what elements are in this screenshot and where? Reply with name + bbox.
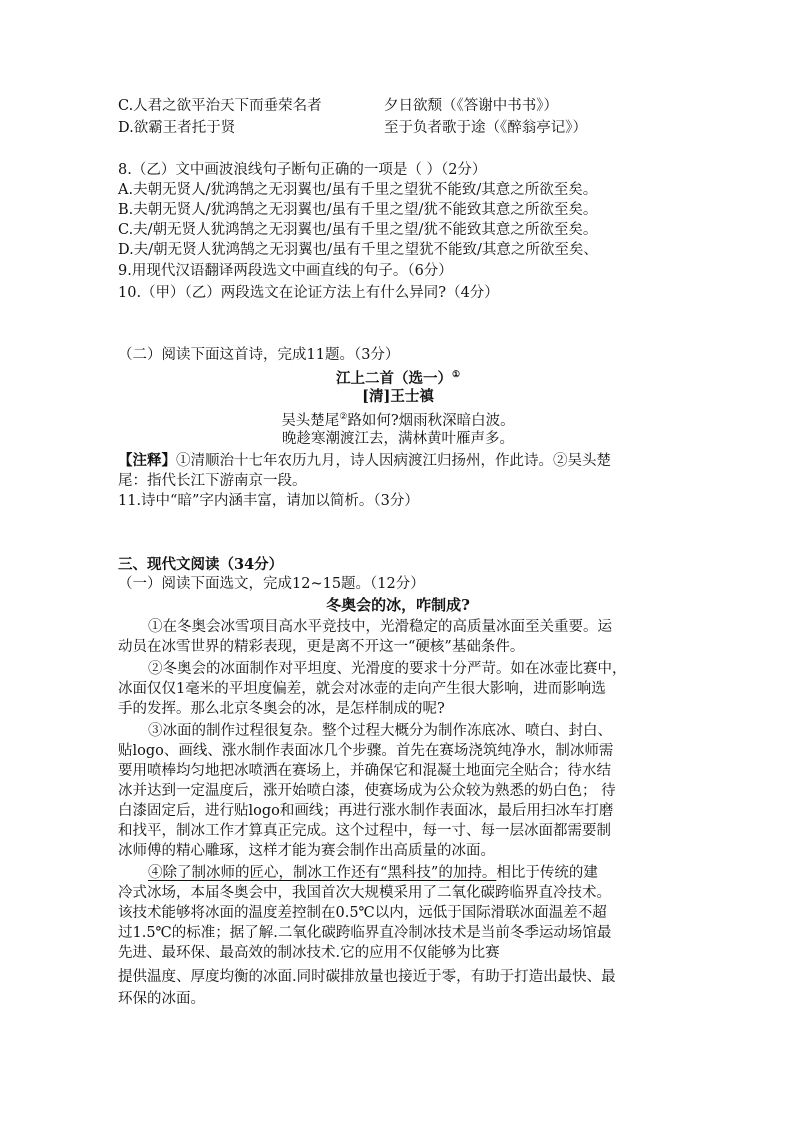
poem-note-line-2: 尾：指代长江下游南京一段。: [118, 473, 307, 489]
poem-author: [清]王士禛: [362, 388, 434, 405]
article-line: 冷式冰场，本届冬奥会中，我国首次大规模采用了二氧化碳跨临界直冷技术。: [118, 885, 611, 901]
article-line: 该技术能够将冰面的温度差控制在0.5℃以内，远低于国际滑联冰面温差不超: [118, 905, 607, 921]
poem-note-label: 【注释】: [118, 452, 176, 469]
article-title: 冬奥会的冰，咋制成?: [326, 596, 470, 614]
article-line: 先进、最环保、最高效的制冰技术.它的应用不仅能够为比赛: [118, 945, 500, 961]
poem-line-1: [118, 407, 678, 431]
q11-text: 11.诗中“暗”字内涵丰富，请加以简析。（3分）: [118, 493, 419, 509]
q8-option-d: D.夫/朝无贤人犹鸿鹄之无羽翼也/虽有千里之望犹不能致/其意之所欲至矣、: [118, 242, 598, 258]
section3-intro: （一）阅读下面选文，完成12~15题。（12分）: [118, 576, 425, 592]
poem-title-note: ①: [451, 370, 461, 380]
article-line: 和找平，制冰工作才算真正完成。这个过程中，每一寸、每一层冰面都需要制: [118, 823, 611, 839]
section3-heading: 三、现代文阅读（34分）: [118, 556, 284, 573]
article-line: 环保的冰面。: [118, 991, 205, 1007]
poem-note-text-1: ①清顺治十七年农历九月，诗人因病渡江归扬州，作此诗。②吴头楚: [176, 453, 611, 469]
paragraph-4-rest: 相比于传统的建: [496, 865, 598, 881]
q7-option-d: [118, 118, 698, 138]
article-line: 冰并达到一定温度后，涨开始喷白漆，使赛场成为公众较为熟悉的奶白色； 待: [118, 783, 616, 799]
poem-line-2: 晚趁寒潮渡江去，满林黄叶雁声多。: [282, 431, 514, 447]
q7-option-d-left: D.欲霸王者托于贤: [118, 120, 236, 136]
article-line: 贴logo、画线、涨水制作表面冰几个步骤。首先在赛场浇筑纯净水，制冰师需: [118, 743, 614, 759]
poem-title-text: 江上二首（选一）: [335, 369, 452, 387]
poem-line-1-note: ②: [339, 412, 348, 422]
q7-option-c: [118, 96, 698, 116]
article-line: 冰师傅的精心雕琢，这样才能为赛会制作出高质量的冰面。: [118, 843, 495, 859]
article-line: ②冬奥会的冰面制作对平坦度、光滑度的要求十分严苛。如在冰壶比赛中，: [148, 661, 627, 677]
article-line: 冰面仅仅1毫米的平坦度偏差，就会对冰壶的走向产生很大影响，进而影响选: [118, 681, 606, 697]
q7-option-c-right: 夕日欲颓（《答谢中书书》）: [384, 98, 558, 114]
poem-line-1-a: 吴头楚尾: [281, 412, 340, 429]
article-paragraph-4-first-line: [148, 863, 728, 883]
article-line: 白漆固定后，进行贴logo和画线；再进行涨水制作表面冰，最后用扫冰车打磨: [118, 803, 614, 819]
article-line: 提供温度、厚度均衡的冰面.同时碳排放量也接近于零，有助于打造出最快、最: [118, 969, 616, 985]
article-line: 动员在冰雪世界的精彩表现，更是离不开这一“硬核”基础条件。: [118, 639, 525, 655]
poem-notes: [118, 451, 698, 471]
q10-text: 10.（甲）（乙）两段选文在论证方法上有什么异同?（4分）: [118, 285, 499, 301]
q8-stem: 8.（乙）文中画波浪线句子断句正确的一项是（ ）（2分）: [118, 162, 487, 178]
article-line: 过1.5℃的标准；据了解.二氧化碳跨临界直冷制冰技术是当前冬季运动场馆最: [118, 925, 612, 941]
q7-option-c-left: C.人君之欲平治天下而垂荣名者: [118, 98, 322, 114]
q8-option-a: A.夫朝无贤人/犹鸿鹄之无羽翼也/虽有千里之望犹不能致/其意之所欲至矣。: [118, 182, 598, 198]
article-line: ①在冬奥会冰雪项目高水平竞技中，光滑稳定的高质量冰面至关重要。运: [148, 619, 612, 635]
q8-option-c: C.夫/朝无贤人犹鸿鹄之无羽翼也/虽有千里之望/犹不能致其意之所欲至矣。: [118, 222, 598, 238]
poem-title: [118, 365, 678, 389]
poem-line-1-b: 路如何?烟雨秋深暗白波。: [347, 412, 515, 429]
poem-intro: （二）阅读下面这首诗，完成11题。（3分）: [118, 347, 400, 363]
q7-option-d-right: 至于负者歌于途（《醉翁亭记》）: [384, 120, 587, 136]
article-line: 要用喷棒均匀地把冰喷洒在赛场上，并确保它和混凝土地面完全贴合；待水结: [118, 763, 611, 779]
q9-text: 9.用现代汉语翻译两段选文中画直线的句子。（6分）: [118, 263, 453, 279]
q8-option-b: B.夫朝无贤人/犹鸿鹄之无羽翼也/虽有千里之望/犹不能致其意之所欲至矣。: [118, 202, 598, 218]
article-line: ③冰面的制作过程很复杂。整个过程大概分为制作冻底冰、喷白、封白、: [148, 723, 612, 739]
underlined-sentence: ④除了制冰师的匠心，制冰工作还有“黑科技”的加持。: [148, 865, 497, 881]
article-line: 手的发挥。那么北京冬奥会的冰，是怎样制成的呢?: [118, 701, 445, 717]
